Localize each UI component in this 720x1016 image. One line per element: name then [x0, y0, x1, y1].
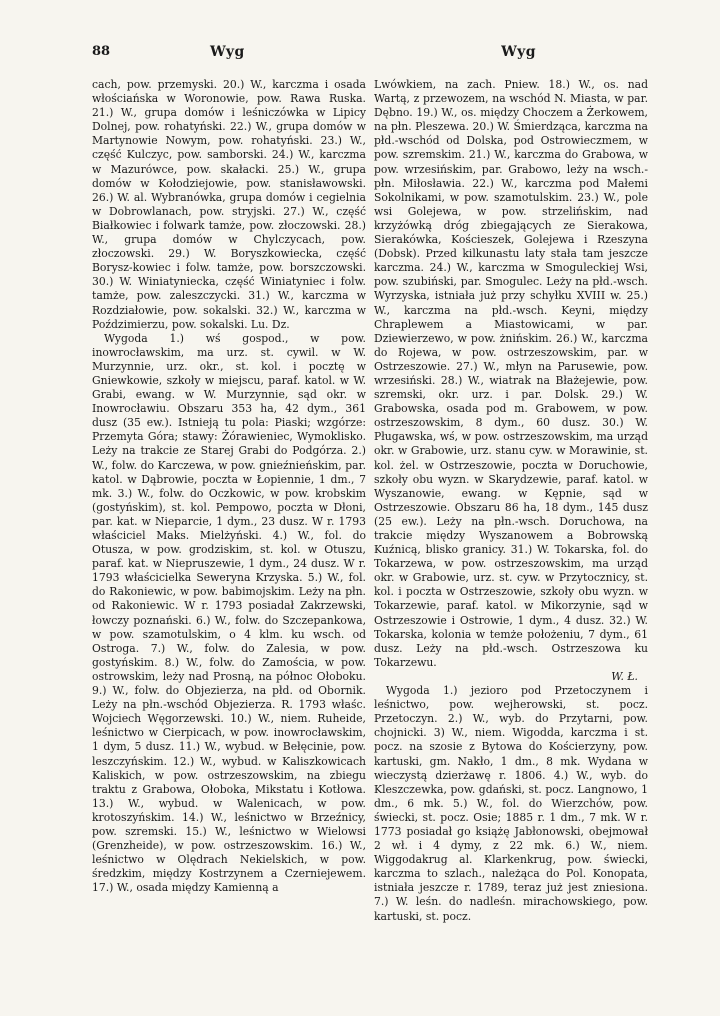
running-head-left: Wyg [210, 44, 245, 60]
running-head-right: Wyg [501, 44, 536, 60]
author-signature: W. Ł. [611, 669, 638, 683]
page-header [92, 44, 628, 64]
right-column [374, 78, 648, 983]
left-column [92, 78, 366, 983]
page-number: 88 [92, 44, 111, 59]
entry-paragraph: Wygoda 1.) jezioro pod Przetoczynem i leśnictwo, pow. wejherowski, st. pocz. Przetoczyn. 2.) W., wyb. do Przytarni, pow. chojnicki. 3) W., niem. Wigodda, karczma i st. pocz. na szosie z Bytowa do Kościerzyny, pow. kartuski, gm. Nakło, 1 dm., 8 mk. Wydana w wieczystą dzierżawę r. 1806. 4.) W., wyb. do Kleszczewka, pow. gdański, st. pocz. Langnowo, 1 dm., 6 mk. 5.) W., fol. do Wierzchów, pow. świecki, st. pocz. Osie; 1885 r. 1 dm., 7 mk. W r. 1773 posiadał go książę Jabłonowski, obejmował 2 wł. i 4 dymy, z 22 mk. 6.) W., niem. Wiggodakrug al. Klarkenkrug, pow. świecki, karczma to szlach., należąca do Pol. Konopata, istniała jeszcze r. 1789, teraz już jest zniesiona. 7.) W. leśn. do nadleśn. mirachowskiego, pow. kartuski, st. pocz. [374, 684, 648, 923]
entry-paragraph: cach, pow. przemyski. 20.) W., karczma i osada włościańska w Woronowie, pow. Rawa Ruska. 21.) W., grupa domów i leśniczówka w Lipicy Dolnej, pow. rohatyński. 22.) W., grupa domów w Martynowie Nowym, pow. rohatyński. 23.) W., część Kulczyc, pow. samborski. 24.) W., karczma w Mazurówce, pow. skałacki. 25.) W., grupa domów w Kołodziejowie, pow. stanisławowski. 26.) W. al. Wybranówka, grupa domów i cegielnia w Dobrowlanach, pow. stryjski. 27.) W., część Białkowiec i folwark tamże, pow. złoczowski. 28.) W., grupa domów w Chylczycach, pow. złoczowski. 29.) W. Boryszkowiecka, część Borysz-kowiec i folw. tamże, pow. borszczowski. 30.) W. Winiatyniecka, część Winiatyniec i folw. tamże, pow. zaleszczycki. 31.) W., karczma w Rozdziałowie, pow. sokalski. 32.) W., karczma w Poździmierzu, pow. sokalski. Lu. Dz. [92, 78, 366, 331]
entry-paragraph: Wygoda 1.) wś gospod., w pow. inowrocławskim, ma urz. st. cywil. w W. Murzynnie, urz. okr., st. kol. i pocztę w Gniewkowie, szkoły w miejscu, paraf. katol. w W. Grabi, ewang. w W. Murzynnie, sąd okr. w Inowrocławiu. Obszaru 353 ha, 42 dym., 361 dusz (35 ew.). Istnieją tu pola: Piaski; wzgórze: Przemyta Góra; stawy: Żórawieniec, Wymoklisko. Leży na trakcie ze Starej Grabi do Podgórza. 2.) W., folw. do Karczewa, w pow. gnieźnieńskim, par. katol. w Dąbrowie, poczta w Łopiennie, 1 dm., 7 mk. 3.) W., folw. do Oczkowic, w pow. krobskim (gostyńskim), st. kol. Pempowo, poczta w Dłoni, par. kat. w Nieparcie, 1 dym., 23 dusz. W r. 1793 właściciel Maks. Mielżyński. 4.) W., fol. do Otusza, w pow. grodziskim, st. kol. w Otuszu, paraf. kat. w Niepruszewie, 1 dym., 24 dusz. W r. 1793 właścicielka Seweryna Krzyska. 5.) W., fol. do Rakoniewic, w pow. babimojskim. Leży na płn. od Rakoniewic. W r. 1793 posiadał Zakrzewski, łowczy poznański. 6.) W., folw. do Szczepankowa, w pow. szamotulskim, o 4 klm. ku wsch. od Ostroga. 7.) W., folw. do Zalesia, w pow. gostyńskim. 8.) W., folw. do Zamościa, w pow. ostrowskim, leży nad Prosną, na północ Ołoboku. 9.) W., folw. do Objezierza, na płd. od Obornik. Leży na płn.-wschód Objezierza. R. 1793 właśc. Wojciech Węgorzewski. 10.) W., niem. Ruheide, leśnictwo w Cierpicach, w pow. inowrocławskim, 1 dym, 5 dusz. 11.) W., wybud. w Bełęcinie, pow. leszczyńskim. 12.) W., wybud. w Kaliszkowicach Kaliskich, w pow. ostrzeszowskim, na zbiegu traktu z Grabowa, Ołoboka, Mikstatu i Kotłowa. 13.) W., wybud. w Walenicach, w pow. krotoszyńskim. 14.) W., leśnictwo w Brzeźnicy, pow. szremski. 15.) W., leśnictwo w Wielowsi (Grenzheide), w pow. ostrzeszowskim. 16.) W., leśnictwo w Olędrach Nekielskich, w pow. średzkim, między Kostrzynem a Czerniejewem. 17.) W., osada między Kamienną a [92, 331, 366, 895]
entry-paragraph: Lwówkiem, na zach. Pniew. 18.) W., os. nad Wartą, z przewozem, na wschód N. Miasta, w par. Dębno. 19.) W., os. między Choczem a Żerkowem, na płn. Pleszewa. 20.) W. Śmierdząca, karczma na płd.-wschód od Dolska, pod Ostrowieczmem, w pow. szremskim. 21.) W., karczma do Grabowa, w pow. wrzesińskim, par. Grabowo, leży na wsch.-płn. Miłosławia. 22.) W., karczma pod Małemi Sokolnikami, w pow. szamotulskim. 23.) W., pole wsi Golejewa, w pow. strzelińskim, nad krzyżówką dróg zbiegających ze Sierakowa, Sierakówka, Kościeszek, Golejewa i Rzeszyna (Dobsk). Przed kilkunastu laty stała tam jeszcze karczma. 24.) W., karczma w Smoguleckiej Wsi, pow. szubiński, par. Smogulec. Leży na płd.-wsch. Wyrzyska, istniała już przy schyłku XVIII w. 25.) W., karczma na płd.-wsch. Keyni, między Chraplewem a Miastowicami, w par. Dziewierzewo, w pow. żnińskim. 26.) W., karczma do Rojewa, w pow. ostrzeszowskim, par. w Ostrzeszowie. 27.) W., młyn na Parusewie, pow. wrzesiński. 28.) W., wiatrak na Błażejewie, pow. szremski, okr. urz. i par. Dolsk. 29.) W. Grabowska, osada pod m. Grabowem, w pow. ostrzeszowskim, 8 dym., 60 dusz. 30.) W. Pługawska, wś, w pow. ostrzeszowskim, ma urząd okr. w Grabowie, urz. stanu cyw. w Morawinie, st. kol. żel. w Ostrzeszowie, poczta w Doruchowie, szkoły obu wyzn. w Skarydzewie, paraf. katol. w Wyszanowie, ewang. w Kępnie, sąd w Ostrzeszowie. Obszaru 86 ha, 18 dym., 145 dusz (25 ew.). Leży na płn.-wsch. Doruchowa, na trakcie między Wyszanowem a Bobrowską Kuźnicą, blisko granicy. 31.) W. Tokarska, fol. do Tokarzewa, w pow. ostrzeszowskim, ma urząd okr. w Grabowie, urz. st. cyw. w Przytocznicy, st. kol. i poczta w Ostrzeszowie, szkoły obu wyzn. w Tokarzewie, paraf. katol. w Mikorzynie, sąd w Ostrzeszowie i Ostrowie, 1 dym., 4 dusz. 32.) W. Tokarska, kolonia w temże położeniu, 7 dym., 61 dusz. Leży na płd.-wsch. Ostrzeszowa ku Tokarzewu. [374, 78, 648, 669]
